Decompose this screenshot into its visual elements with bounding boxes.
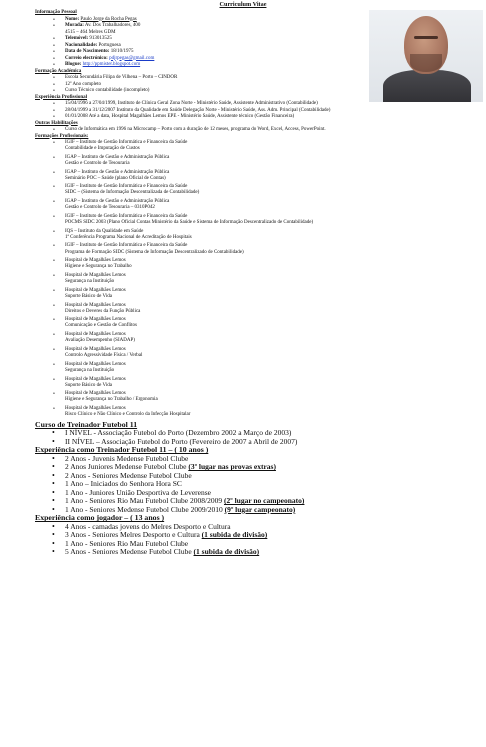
list-item: • 12º Ano completo <box>65 82 483 89</box>
list-item: • 01/01/2008 Até a data, Hospital Magalhães Lemos EPE - Ministério Saúde, Assistente técnico (Gestão Financeira) <box>65 114 483 121</box>
training-item <box>65 273 483 285</box>
training-list <box>35 140 483 418</box>
training-course: Contabilidade e Imputação de Custos <box>65 146 140 152</box>
exp-text: 1 Ano - Seniores Rio Mau Futebol Clube 2008/2009 <box>65 496 224 506</box>
training-item <box>65 406 483 418</box>
section-training: Formações Profissionais: <box>35 133 89 139</box>
training-item <box>65 199 483 211</box>
training-course: Higiene e Segurança no Trabalho <box>65 264 132 270</box>
training-course: Higiene e Segurança no Trabalho / Ergonomia <box>65 397 158 403</box>
training-institution: • IGIF – Instituto de Gestão Informática e Financeira da Saúde <box>65 243 188 249</box>
page-title: Curriculum Vitae <box>219 1 267 8</box>
training-item <box>65 258 483 270</box>
training-item <box>65 347 483 359</box>
personal-nationality: • Nacionalidade: Portuguesa <box>65 43 395 50</box>
personal-list <box>35 17 395 69</box>
professional-list <box>35 101 483 121</box>
exp-text: 1 Ano - Seniores Medense Futebol Clube 2009/2010 <box>65 504 225 514</box>
exp-text: 1 Ano - Juniores União Desportiva de Leverense <box>65 487 212 497</box>
training-course: Programa de Formação SIDC (Sistema de Informação Descentralizado de Contabilidade) <box>65 249 244 255</box>
exp-text: 5 Anos - Seniores Medense Futebol Clube <box>65 547 194 557</box>
training-institution: • Hospital de Magalhães Lemos <box>65 346 126 352</box>
personal-email: • Correio electrónico: pdjrpegas@gmail.com <box>65 56 395 63</box>
section-player-exp: Experiência como jogador – ( 13 anos ) <box>35 513 165 523</box>
exp-text: 2 Anos Juniores Medense Futebol Clube <box>65 462 189 472</box>
list-item <box>65 548 483 557</box>
training-item <box>65 184 483 196</box>
training-item <box>65 332 483 344</box>
training-institution: • IGAP – Instituto de Gestão e Administração Pública <box>65 199 170 205</box>
training-course: 1ª Conferência Programa Nacional de Acreditação de Hospitais <box>65 234 192 240</box>
training-institution: • IGIF – Instituto de Gestão Informática e Financeira da Saúde <box>65 140 188 145</box>
training-institution: • Hospital de Magalhães Lemos <box>65 391 126 397</box>
training-institution: • IGIF – Instituto de Gestão Informática e Financeira da Saúde <box>65 184 188 190</box>
list-item <box>65 506 483 515</box>
cv-content <box>35 10 483 557</box>
training-institution: • Hospital de Magalhães Lemos <box>65 376 126 382</box>
training-course: Segurança na Instituição <box>65 279 115 285</box>
personal-name: • Nome: Paulo Jorge da Rocha Pegas <box>65 17 395 24</box>
training-course: Direitos e Deveres da Função Pública <box>65 308 141 314</box>
training-item <box>65 317 483 329</box>
personal-phone: • Telemóvel: 913013525 <box>65 36 395 43</box>
training-item <box>65 140 483 152</box>
section-academic: Formação Académica <box>35 68 82 74</box>
training-course: Segurança na Instituição <box>65 367 115 373</box>
training-institution: • IQS – Instituto da Qualidade em Saúde <box>65 228 144 234</box>
personal-address: • Morada: Av. Dos Trabalhadores, 400 4515 – 464 Melres GDM <box>65 23 395 36</box>
training-course: Suporte Básico de Vida <box>65 293 112 299</box>
training-course: SIDC – (Sistema de Informação Descentralizada de Contabilidade) <box>65 190 200 196</box>
training-institution: • Hospital de Magalhães Lemos <box>65 406 126 412</box>
training-institution: • Hospital de Magalhães Lemos <box>65 287 126 293</box>
training-item <box>65 362 483 374</box>
training-institution: • IGAP – Instituto de Gestão e Administração Pública <box>65 169 170 175</box>
list-item: • Curso Técnico contabilidade (incompleto) <box>65 88 483 95</box>
section-professional: Experiência Profissional <box>35 94 87 100</box>
exp-text: 1 Ano – Iniciados do Senhora Hora SC <box>65 479 182 489</box>
exp-achievement: (1 subida de divisão) <box>193 547 260 557</box>
training-course: Risco Clínico e Não Clínico e Controlo da Infecção Hospitalar <box>65 412 191 418</box>
training-item <box>65 391 483 403</box>
coach-course-list <box>35 429 483 446</box>
list-item: • 15/04/1996 a 27/04/1999, Instituto de Clínica Geral Zona Norte - Ministério Saúde, Assistente Administrativo (Contabilidade) <box>65 101 483 108</box>
training-institution: • Hospital de Magalhães Lemos <box>65 361 126 367</box>
training-course: Gestão e Controlo de Tesouraria <box>65 160 130 166</box>
exp-text: 4 Anos - camadas jovens do Melres Desporto e Cultura <box>65 521 231 531</box>
training-institution: • IGIF – Instituto de Gestão Informática e Financeira da Saúde <box>65 213 188 219</box>
training-institution: • Hospital de Magalhães Lemos <box>65 317 126 323</box>
exp-text: 2 Anos - Seniores Medense Futebol Clube <box>65 470 192 480</box>
training-course: Comunicação e Gestão de Conflitos <box>65 323 137 329</box>
exp-achievement: (1 subida de divisão) <box>201 530 268 540</box>
training-course: Controlo Agressividade Física / Verbal <box>65 353 143 359</box>
exp-achievement: (3º lugar nas provas extras) <box>188 462 276 472</box>
training-item <box>65 243 483 255</box>
section-other: Outras Habilitações <box>35 120 78 126</box>
list-item: • I NÍVEL - Associação Futebol do Porto (Dezembro 2002 a Março de 2003) <box>65 429 483 438</box>
exp-achievement: (2º lugar no campeonato) <box>223 496 305 506</box>
training-item <box>65 214 483 226</box>
list-item: • II NÍVEL – Associação Futebol do Porto (Fevereiro de 2007 a Abril de 2007) <box>65 438 483 447</box>
other-list <box>35 127 483 134</box>
training-item <box>65 170 483 182</box>
section-coach-course: Curso de Treinador Futebol 11 <box>35 419 138 429</box>
section-personal: Informação Pessoal <box>35 10 77 15</box>
list-item: • Curso de Informática em 1996 na Microcamp – Porto com a duração de 12 meses, programa do Word, Excel, Access, PowerPoint. <box>65 127 483 134</box>
exp-text: 3 Anos - Seniores Melres Desporto e Cultura <box>65 530 202 540</box>
personal-birth: • Data de Nascimento: 18/10/1975 <box>65 49 395 56</box>
exp-text: 1 Ano - Seniores Rio Mau Futebol Clube <box>65 538 189 548</box>
training-institution: • Hospital de Magalhães Lemos <box>65 302 126 308</box>
training-course: Gestão e Controlo de Tesouraria – 0310P042 <box>65 205 155 211</box>
training-course: Seminário POC – Saúde (plano Oficial de Contas) <box>65 175 166 181</box>
coach-exp-list <box>35 455 483 515</box>
blog-link[interactable]: http://ppmister.blogspot.com <box>82 62 141 67</box>
training-course: POCMS SIDC 2003 (Plano Oficial Contas Ministério da Saúde e Sistema de Informação Descentralizado de Contabilidade) <box>65 220 314 225</box>
training-institution: • Hospital de Magalhães Lemos <box>65 258 126 264</box>
training-institution: • IGAP – Instituto de Gestão e Administração Pública <box>65 154 170 160</box>
section-coach-exp: Experiência como Treinador Futebol 11 – ( 10 anos ) <box>35 445 209 455</box>
exp-achievement: (9º lugar campeonato) <box>224 504 296 514</box>
training-item <box>65 288 483 300</box>
list-item: • Escola Secundária Filipa de Vilhena – Porto – CINDOR <box>65 75 483 82</box>
training-item <box>65 303 483 315</box>
training-course: Avaliação Desempenho (SIADAP) <box>65 338 135 344</box>
training-item <box>65 229 483 241</box>
list-item: • 28/04/1999 a 31/12/2007 Instituto da Qualidade em Saúde Delegação Norte - Ministério Saúde, Ass. Adm. Principal (Contabilidade) <box>65 108 483 115</box>
training-course: Suporte Básico de Vida <box>65 382 112 388</box>
email-link[interactable]: pdjrpegas@gmail.com <box>109 55 155 61</box>
training-institution: • Hospital de Magalhães Lemos <box>65 273 126 279</box>
player-exp-list <box>35 523 483 557</box>
academic-list <box>35 75 483 95</box>
football-sections <box>35 421 483 557</box>
training-institution: • Hospital de Magalhães Lemos <box>65 332 126 338</box>
training-item <box>65 377 483 389</box>
personal-blog: • Blogue: http://ppmister.blogspot.com <box>65 62 395 69</box>
training-item <box>65 155 483 167</box>
exp-text: 2 Anos - Juvenis Medense Futebol Clube <box>65 453 189 463</box>
